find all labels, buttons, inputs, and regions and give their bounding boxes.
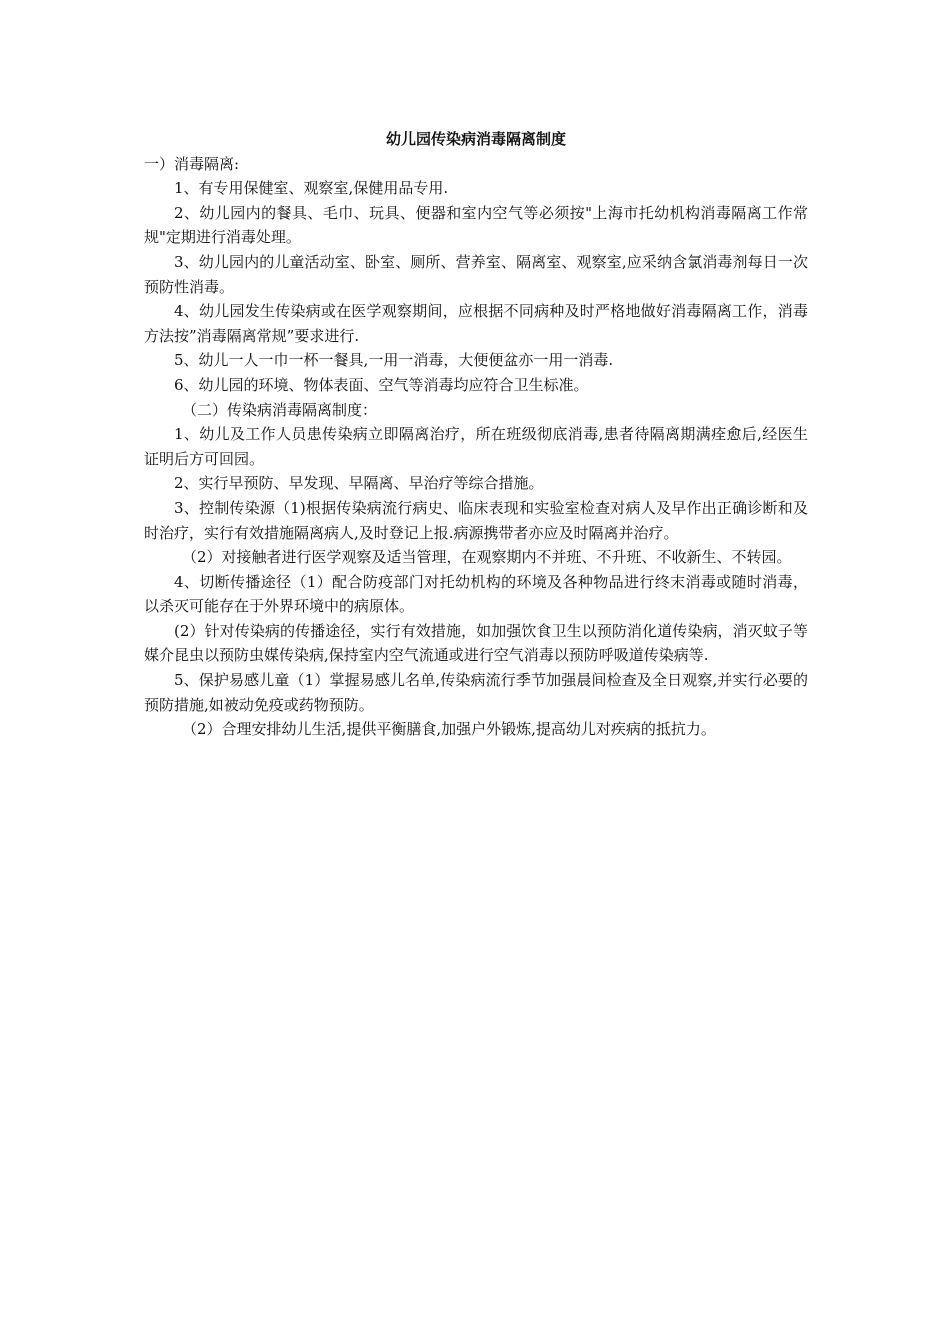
paragraph: （2）对接触者进行医学观察及适当管理，在观察期内不并班、不升班、不收新生、不转园。 — [182, 548, 792, 567]
paragraph: (2）针对传染病的传播途径，实行有效措施，如加强饮食卫生以预防消化道传染病，消灭蚊子等媒介昆虫以预防虫媒传染病,保持室内空气流通或进行空气消毒以预防呼吸道传染病等. — [144, 621, 808, 665]
paragraph: 4、幼儿园发生传染病或在医学观察期间，应根据不同病种及时严格地做好消毒隔离工作，消毒方法按”消毒隔离常规”要求进行. — [144, 302, 808, 345]
paragraph: 6、幼儿园的环境、物体表面、空气等消毒均应符合卫生标准。 — [174, 375, 589, 394]
section-heading-disinfection: 一）消毒隔离: — [144, 154, 240, 173]
paragraph: 3、控制传染源（1)根据传染病流行病史、临床表现和实验室检查对病人及早作出正确诊断和及时治疗，实行有效措施隔离病人,及时登记上报.病源携带者亦应及时隔离并治疗。 — [144, 498, 808, 542]
paragraph: 2、实行早预防、早发现、早隔离、早治疗等综合措施。 — [174, 474, 544, 493]
document-body — [144, 127, 808, 742]
paragraph: 4、切断传播途径（1）配合防疫部门对托幼机构的环境及各种物品进行终末消毒或随时消毒，以杀灭可能存在于外界环境中的病原体。 — [144, 572, 808, 616]
document-title: 幼儿园传染病消毒隔离制度 — [385, 130, 566, 148]
paragraph: 2、幼儿园内的餐具、毛巾、玩具、便器和室内空气等必须按"上海市托幼机构消毒隔离工作常规"定期进行消毒处理。 — [144, 203, 808, 247]
section-heading-isolation: （二）传染病消毒隔离制度： — [182, 400, 378, 419]
paragraph: 5、幼儿一人一巾一杯一餐具,一用一消毒，大便便盆亦一用一消毒. — [174, 351, 614, 370]
paragraph: 1、有专用保健室、观察室,保健用品专用. — [174, 179, 449, 198]
paragraph: 3、幼儿园内的儿童活动室、卧室、厕所、营养室、隔离室、观察室,应采纳含氯消毒剂每日一次预防性消毒。 — [144, 252, 808, 296]
paragraph: 1、幼儿及工作人员患传染病立即隔离治疗，所在班级彻底消毒,患者待隔离期满痊愈后,经医生证明后方可回园。 — [144, 425, 808, 468]
paragraph: （2）合理安排幼儿生活,提供平衡膳食,加强户外锻炼,提高幼儿对疾病的抵抗力。 — [182, 720, 716, 739]
paragraph: 5、保护易感儿童（1）掌握易感儿名单,传染病流行季节加强晨间检查及全日观察,并实行必要的预防措施,如被动免疫或药物预防。 — [144, 671, 808, 714]
